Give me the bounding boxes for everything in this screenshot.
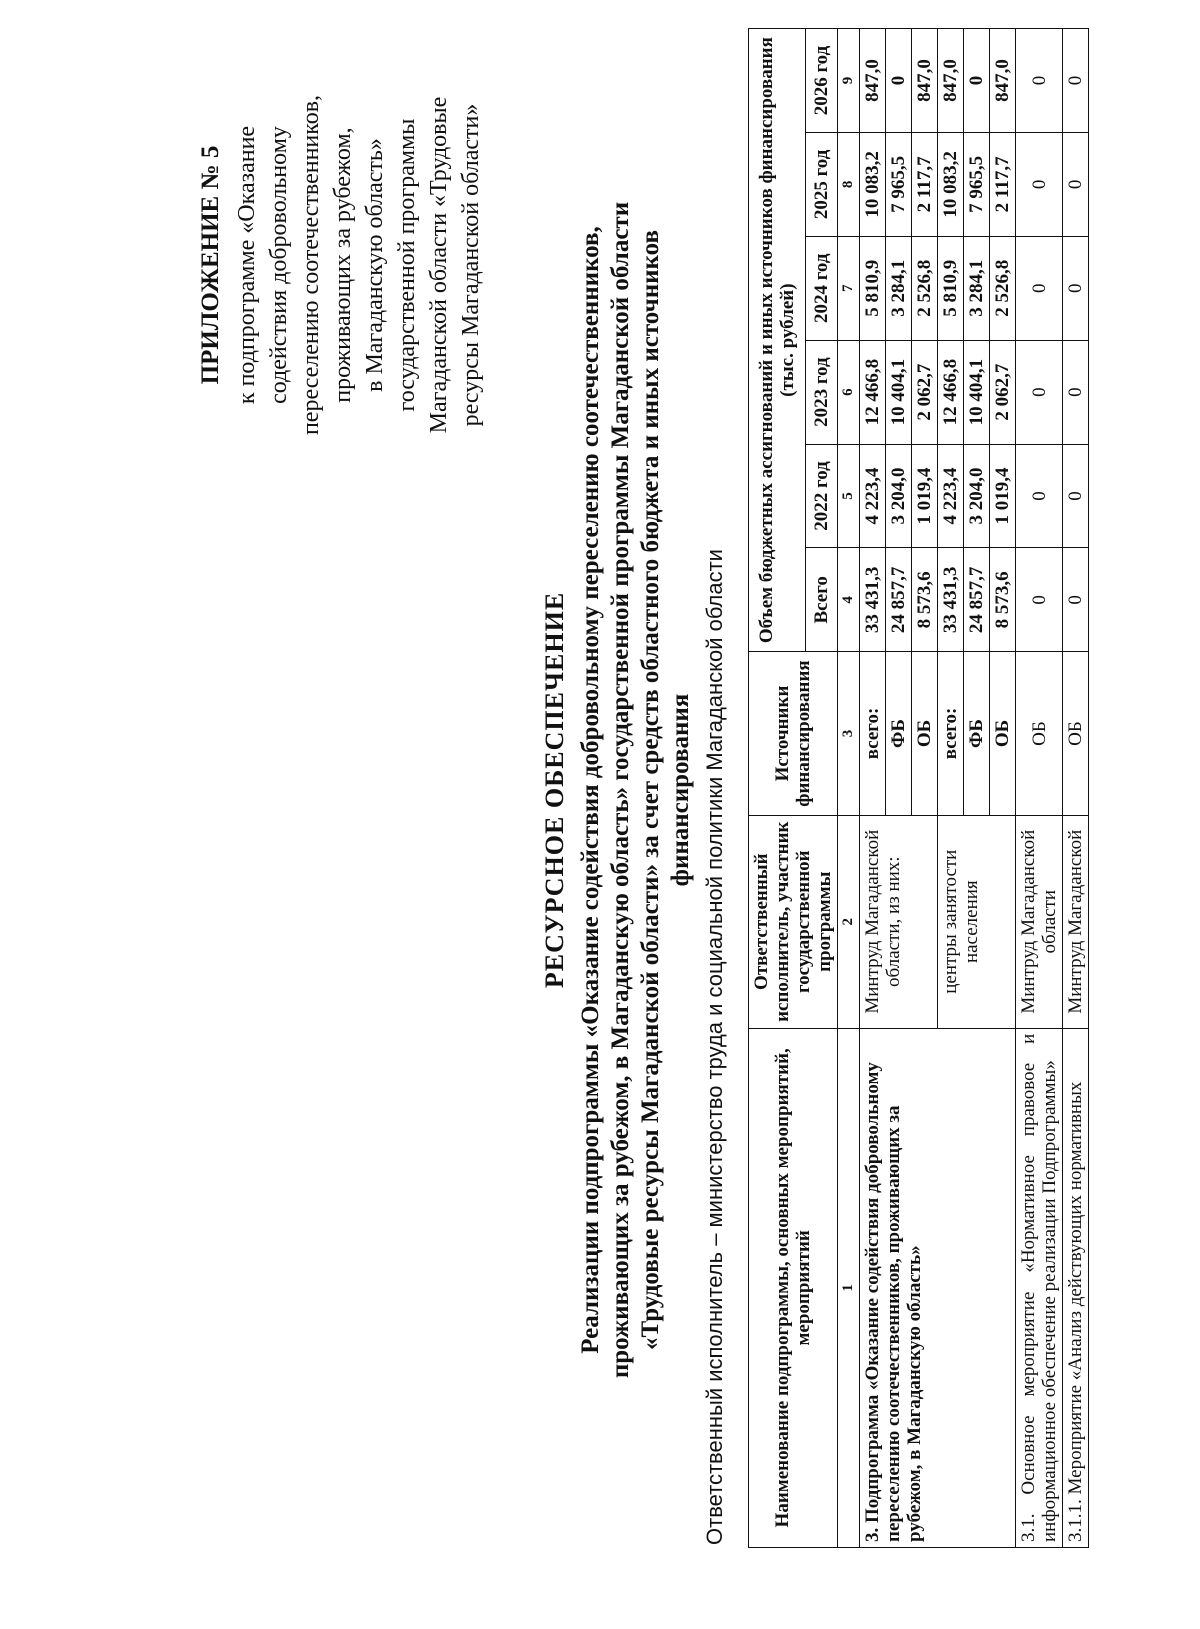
document-title xyxy=(540,80,696,1500)
value-cell: 10 404,1 xyxy=(964,340,990,444)
value-cell: 3 284,1 xyxy=(886,236,912,340)
source-cell: всего: xyxy=(860,652,886,815)
source-cell: ОБ xyxy=(1063,652,1089,815)
table-row xyxy=(1016,29,1063,1548)
title-line: проживающих за рубежом, в Магаданскую область» государственной программы Магаданской области xyxy=(607,201,634,1379)
value-cell: 4 223,4 xyxy=(938,444,964,548)
executor-cell: центры занятости населения xyxy=(938,815,1016,1028)
value-cell: 0 xyxy=(1016,132,1063,236)
responsible-executor: Ответственный исполнитель – министерство труда и социальной политики Магаданской области xyxy=(702,549,727,1545)
source-cell: ОБ xyxy=(912,652,938,815)
value-cell: 0 xyxy=(1063,444,1089,548)
value-cell: 8 573,6 xyxy=(912,548,938,652)
value-cell: 33 431,3 xyxy=(860,548,886,652)
value-cell: 0 xyxy=(1016,29,1063,133)
header-2025: 2025 год xyxy=(806,132,838,236)
annex-line: ресурсы Магаданской области» xyxy=(458,103,484,427)
table-row xyxy=(1063,29,1089,1548)
column-index: 8 xyxy=(838,132,860,236)
header-2024: 2024 год xyxy=(806,236,838,340)
value-cell: 0 xyxy=(1063,132,1089,236)
annex-line: переселению соотечественников, xyxy=(298,94,324,436)
annex-line: в Магаданскую область» xyxy=(362,138,388,392)
value-cell: 12 466,8 xyxy=(860,340,886,444)
source-cell: ОБ xyxy=(990,652,1016,815)
annex-number: ПРИЛОЖЕНИЕ № 5 xyxy=(197,145,224,385)
value-cell: 0 xyxy=(964,29,990,133)
event-name: 3.1.1. Мероприятие «Анализ действующих нормативных xyxy=(1063,1028,1089,1547)
value-cell: 1 019,4 xyxy=(912,444,938,548)
column-index: 1 xyxy=(838,1028,860,1547)
value-cell: 24 857,7 xyxy=(964,548,990,652)
source-cell: ФБ xyxy=(964,652,990,815)
title-heading: РЕСУРСНОЕ ОБЕСПЕЧЕНИЕ xyxy=(540,591,569,989)
column-index: 7 xyxy=(838,236,860,340)
annex-line: содействия добровольному xyxy=(266,126,292,404)
value-cell: 0 xyxy=(1016,548,1063,652)
value-cell: 2 526,8 xyxy=(912,236,938,340)
title-line: финансирования xyxy=(667,693,694,887)
value-cell: 4 223,4 xyxy=(860,444,886,548)
annex-line: проживающих за рубежом, xyxy=(330,127,356,403)
value-cell: 847,0 xyxy=(860,29,886,133)
value-cell: 7 965,5 xyxy=(964,132,990,236)
value-cell: 3 204,0 xyxy=(964,444,990,548)
value-cell: 847,0 xyxy=(938,29,964,133)
program-name: 3. Подпрограмма «Оказание содействия добровольному переселению соотечественников, проживающих за рубежом, в Магаданскую область» xyxy=(860,1028,1016,1547)
value-cell: 0 xyxy=(886,29,912,133)
source-cell: всего: xyxy=(938,652,964,815)
value-cell: 5 810,9 xyxy=(860,236,886,340)
column-index-row xyxy=(838,29,860,1548)
value-cell: 0 xyxy=(1016,236,1063,340)
value-cell: 2 062,7 xyxy=(912,340,938,444)
event-name: 3.1. Основное мероприятие «Нормативное правовое и информационное обеспечение реализации Подпрограммы» xyxy=(1016,1028,1063,1547)
value-cell: 2 117,7 xyxy=(990,132,1016,236)
value-cell: 0 xyxy=(1063,236,1089,340)
value-cell: 2 062,7 xyxy=(990,340,1016,444)
header-row xyxy=(749,29,806,1548)
annex-line: к подпрограмме «Оказание xyxy=(234,125,260,405)
value-cell: 10 083,2 xyxy=(938,132,964,236)
value-cell: 0 xyxy=(1016,444,1063,548)
table-row xyxy=(860,29,886,1548)
value-cell: 847,0 xyxy=(990,29,1016,133)
value-cell: 3 284,1 xyxy=(964,236,990,340)
header-2022: 2022 год xyxy=(806,444,838,548)
value-cell: 3 204,0 xyxy=(886,444,912,548)
title-line: «Трудовые ресурсы Магаданской области» за счет средств областного бюджета и иных источников xyxy=(637,230,664,1350)
column-index: 4 xyxy=(838,548,860,652)
value-cell: 0 xyxy=(1063,29,1089,133)
value-cell: 847,0 xyxy=(912,29,938,133)
annex-line: Магаданской области «Трудовые xyxy=(426,96,452,434)
value-cell: 5 810,9 xyxy=(938,236,964,340)
value-cell: 12 466,8 xyxy=(938,340,964,444)
column-index: 6 xyxy=(838,340,860,444)
value-cell: 2 526,8 xyxy=(990,236,1016,340)
value-cell: 24 857,7 xyxy=(886,548,912,652)
value-cell: 10 404,1 xyxy=(886,340,912,444)
header-source: Источники финансирования xyxy=(749,652,838,815)
value-cell: 8 573,6 xyxy=(990,548,1016,652)
value-cell: 33 431,3 xyxy=(938,548,964,652)
column-index: 3 xyxy=(838,652,860,815)
value-cell: 0 xyxy=(1063,548,1089,652)
resource-table xyxy=(748,28,1089,1548)
header-2023: 2023 год xyxy=(806,340,838,444)
value-cell: 1 019,4 xyxy=(990,444,1016,548)
column-index: 2 xyxy=(838,815,860,1028)
value-cell: 0 xyxy=(1063,340,1089,444)
column-index: 9 xyxy=(838,29,860,133)
annex-block xyxy=(195,30,487,500)
header-volume: Объем бюджетных ассигнований и иных источников финансирования (тыс. рублей) xyxy=(749,29,806,652)
title-line: Реализации подпрограммы «Оказание содействия добровольному переселению соотечественников, xyxy=(577,226,604,1354)
column-index: 5 xyxy=(838,444,860,548)
value-cell: 2 117,7 xyxy=(912,132,938,236)
value-cell: 7 965,5 xyxy=(886,132,912,236)
header-name: Наименование подпрограммы, основных мероприятий, мероприятий xyxy=(749,1028,838,1547)
executor-cell: Минтруд Магаданской области, из них: xyxy=(860,815,938,1028)
value-cell: 10 083,2 xyxy=(860,132,886,236)
value-cell: 0 xyxy=(1016,340,1063,444)
executor-cell: Минтруд Магаданской области xyxy=(1016,815,1063,1028)
header-executor: Ответственный исполнитель, участник государственной программы xyxy=(749,815,838,1028)
header-2026: 2026 год xyxy=(806,29,838,133)
rotated-document xyxy=(0,20,1140,1560)
header-total: Всего xyxy=(806,548,838,652)
annex-line: государственной программы xyxy=(394,118,420,412)
executor-cell: Минтруд Магаданской xyxy=(1063,815,1089,1028)
source-cell: ФБ xyxy=(886,652,912,815)
source-cell: ОБ xyxy=(1016,652,1063,815)
